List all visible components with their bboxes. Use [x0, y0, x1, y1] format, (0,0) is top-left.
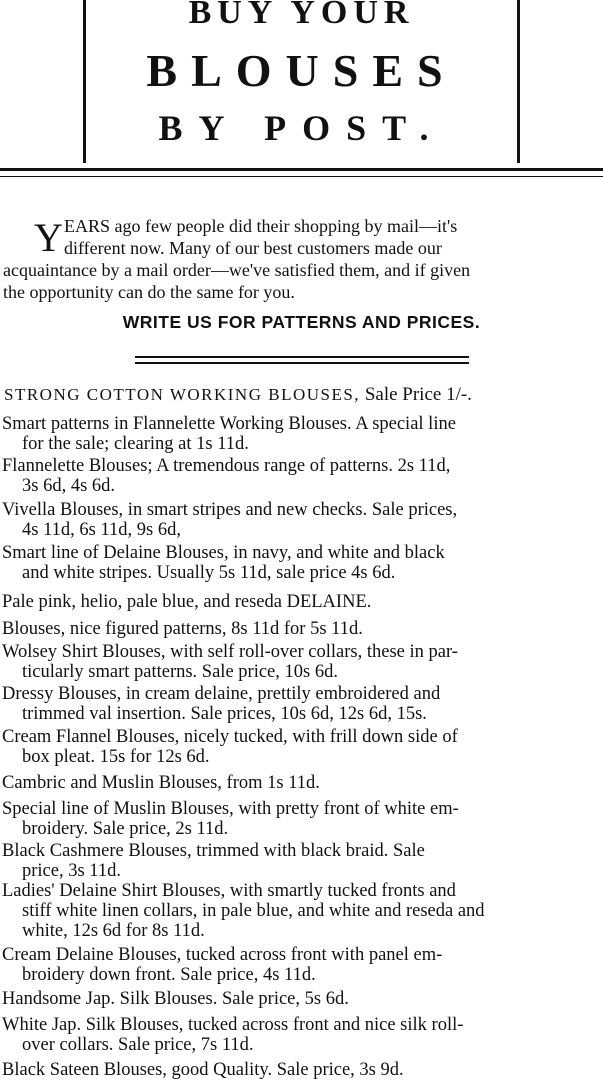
- item-line: Cream Delaine Blouses, tucked across front with panel em-: [2, 945, 443, 965]
- header-box-right-border: [517, 0, 520, 163]
- headline-line-3: BY POST.: [158, 108, 445, 148]
- headline-line-2: BLOUSES: [146, 45, 457, 96]
- item-line: Smart patterns in Flannelette Working Blouses. A special line: [2, 414, 456, 434]
- list-item: [2, 1015, 597, 1055]
- list-item: [2, 945, 597, 985]
- item-line: 4s 11d, 6s 11d, 9s 6d,: [22, 520, 181, 540]
- item-line: broidery. Sale price, 2s 11d.: [22, 819, 229, 839]
- list-item: [2, 841, 597, 881]
- section-title: STRONG COTTON WORKING BLOUSES,: [4, 385, 361, 404]
- list-item: [2, 799, 597, 839]
- item-line: box pleat. 15s for 12s 6d.: [22, 747, 210, 767]
- item-line: Ladies' Delaine Shirt Blouses, with smartly tucked fronts and: [2, 881, 456, 901]
- intro-line-2: different now. Many of our best customers made our: [64, 238, 442, 258]
- list-item: [2, 1060, 597, 1080]
- item-line: ticularly smart patterns. Sale price, 10s 6d.: [22, 662, 338, 682]
- item-line: trimmed val insertion. Sale prices, 10s 6d, 12s 6d, 15s.: [22, 704, 427, 724]
- item-line: broidery down front. Sale price, 4s 11d.: [22, 965, 316, 985]
- list-item: [2, 773, 597, 793]
- list-item: [2, 881, 597, 941]
- item-line: Smart line of Delaine Blouses, in navy, and white and black: [2, 543, 445, 563]
- intro-line-1: EARS ago few people did their shopping by mail—it's: [64, 216, 458, 236]
- item-line: stiff white linen collars, in pale blue, and white and reseda and: [22, 901, 485, 921]
- item-line: and white stripes. Usually 5s 11d, sale price 4s 6d.: [22, 563, 396, 583]
- item-line: Cream Flannel Blouses, nicely tucked, with frill down side of: [2, 727, 458, 747]
- header-rule-thick: [0, 168, 603, 171]
- list-item: [2, 500, 597, 540]
- item-line: Blouses, nice figured patterns, 8s 11d for 5s 11d.: [2, 619, 363, 639]
- headline-line-1: BUY YOUR: [188, 0, 415, 31]
- item-line: Wolsey Shirt Blouses, with self roll-over collars, these in par-: [2, 642, 458, 662]
- write-us-heading: WRITE US FOR PATTERNS AND PRICES.: [122, 312, 481, 332]
- item-line: Flannelette Blouses; A tremendous range of patterns. 2s 11d,: [2, 456, 451, 476]
- list-item: [2, 619, 597, 639]
- section-rule-top: [135, 356, 469, 358]
- list-item: [2, 684, 597, 724]
- item-line: Cambric and Muslin Blouses, from 1s 11d.: [2, 773, 320, 793]
- item-line: Black Cashmere Blouses, trimmed with black braid. Sale: [2, 841, 425, 861]
- intro-line-3: acquaintance by a mail order—we've satisfied them, and if given: [3, 260, 471, 280]
- list-item: [2, 989, 597, 1009]
- list-item: [2, 543, 597, 583]
- item-line: Special line of Muslin Blouses, with pretty front of white em-: [2, 799, 459, 819]
- header-rule-thin: [0, 176, 603, 177]
- list-item: [2, 592, 597, 612]
- section-rule-bottom: [135, 362, 469, 364]
- list-item: [2, 414, 597, 454]
- item-line: Dressy Blouses, in cream delaine, prettily embroidered and: [2, 684, 441, 704]
- item-line: Pale pink, helio, pale blue, and reseda DELAINE.: [2, 592, 372, 612]
- item-line: Black Sateen Blouses, good Quality. Sale price, 3s 9d.: [2, 1060, 404, 1080]
- list-item: [2, 727, 597, 767]
- section-heading: [4, 384, 472, 406]
- item-line: price, 3s 11d.: [22, 861, 121, 881]
- item-line: White Jap. Silk Blouses, tucked across front and nice silk roll-: [2, 1015, 464, 1035]
- item-line: white, 12s 6d for 8s 11d.: [22, 921, 205, 941]
- list-item: [2, 456, 597, 496]
- list-item: [2, 642, 597, 682]
- item-line: for the sale; clearing at 1s 11d.: [22, 434, 249, 454]
- item-line: Handsome Jap. Silk Blouses. Sale price, 5s 6d.: [2, 989, 349, 1009]
- item-line: over collars. Sale price, 7s 11d.: [22, 1035, 254, 1055]
- intro-dropcap: Y: [34, 215, 63, 260]
- item-line: 3s 6d, 4s 6d.: [22, 476, 116, 496]
- section-price: Sale Price 1/-.: [360, 384, 472, 405]
- intro-line-4: the opportunity can do the same for you.: [3, 282, 295, 302]
- item-line: Vivella Blouses, in smart stripes and new checks. Sale prices,: [2, 500, 458, 520]
